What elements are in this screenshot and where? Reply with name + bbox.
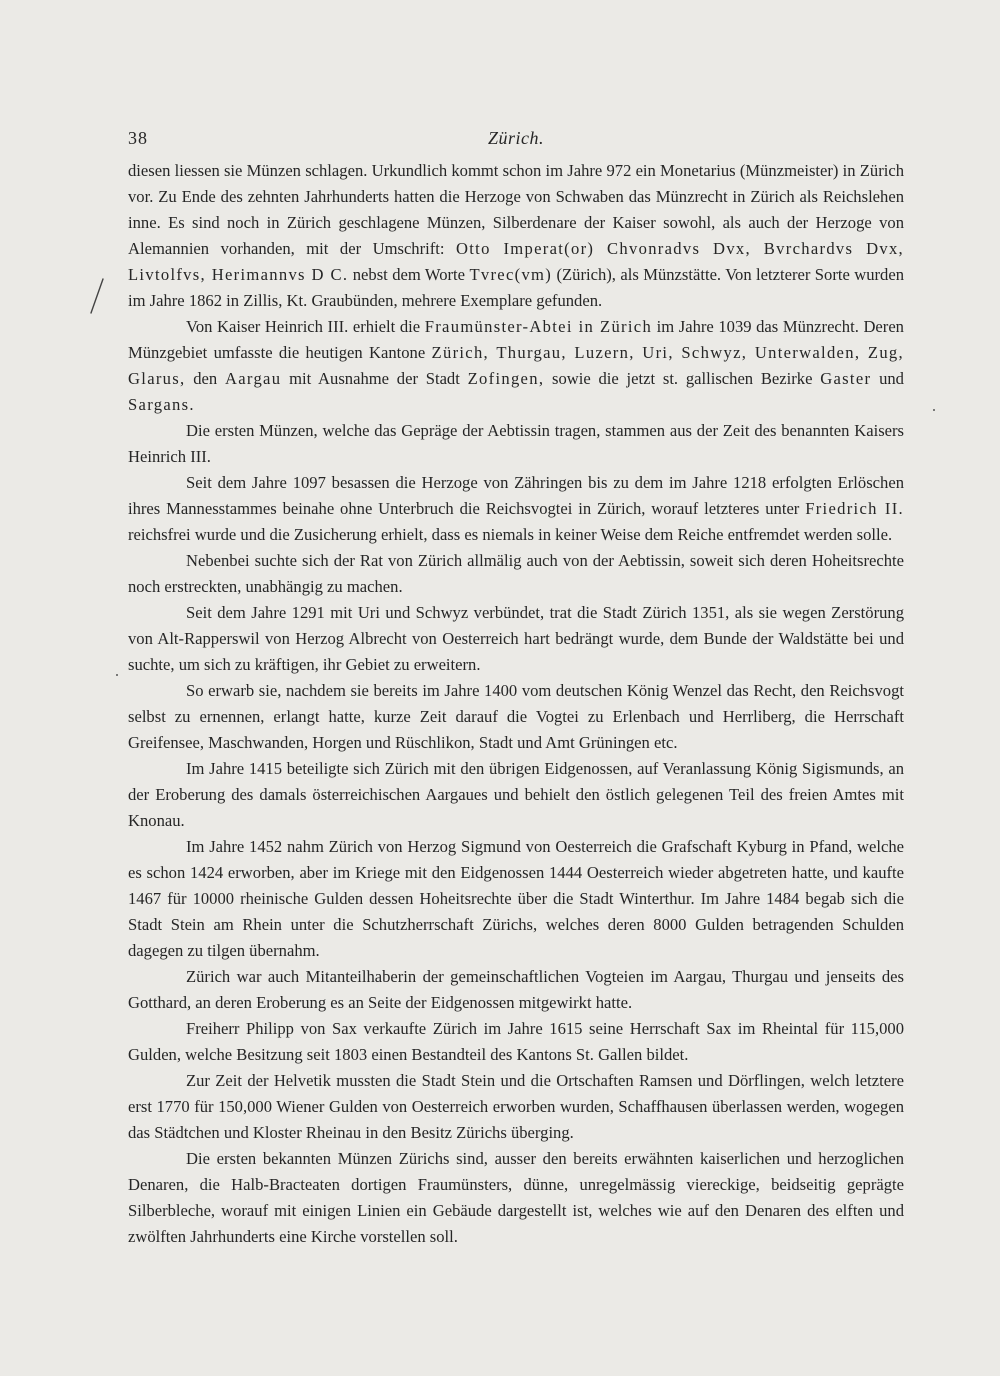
text-run: diesen liessen sie Münzen schlagen. Urkundlich kommt schon im Jahre 972 ein Monetarius (Münzmeister) in Zürich vor. Zu Ende des zehnten Jahrhunderts hatten die Herzoge von Schwaben das Münzrecht in Zürich als Reichslehen inne. Es sind noch in Zürich geschlagene Münzen, Silberdenare der Kaiser sowohl, als auch der Herzoge von Alemannien vorhanden, mit der Umschrift: [128,161,904,258]
print-speck [933,409,935,411]
paragraph [128,158,904,314]
spaced-text: Otto Imperat(or) Chvonradvs Dvx, Bvrchardvs Dvx, Livtolfvs, Herimannvs D C. [128,239,904,284]
text-run: So erwarb sie, nachdem sie bereits im Jahre 1400 vom deutschen König Wenzel das Recht, den Reichsvogt selbst zu ernennen, erlangt hatte, kurze Zeit darauf die Vogtei zu Erlenbach und Herrliberg, die Herrschaft Greifensee, Maschwanden, Horgen und Rüschlikon, Stadt und Amt Grüningen etc. [128,681,904,752]
paragraph [128,548,904,600]
text-run: Von Kaiser Heinrich III. erhielt die [186,317,425,336]
text-run: Freiherr Philipp von Sax verkaufte Zürich im Jahre 1615 seine Herrschaft Sax im Rheintal für 115,000 Gulden, welche Besitzung seit 1803 einen Bestandteil des Kantons St. Gallen bildet. [128,1019,904,1064]
paragraph [128,1146,904,1250]
text-run: nebst dem Worte [348,265,470,284]
text-run: den [185,369,225,388]
print-speck [116,674,118,676]
paragraph [128,964,904,1016]
spaced-text: Sargans. [128,395,195,414]
text-run: reichsfrei wurde und die Zusicherung erhielt, dass es niemals in keiner Weise dem Reiche entfremdet werden solle. [128,525,893,544]
spaced-text: Tvrec(vm) [469,265,553,284]
running-title: Zürich. [487,128,544,148]
text-run: Die ersten Münzen, welche das Gepräge der Aebtissin tragen, stammen aus der Zeit des benannten Kaisers Heinrich III. [128,421,904,466]
text-run: Seit dem Jahre 1291 mit Uri und Schwyz verbündet, trat die Stadt Zürich 1351, als sie wegen Zerstörung von Alt-Rapperswil von Herzog Albrecht von Oesterreich hart bedrängt wurde, dem Bunde der Waldstätte bei und suchte, um sich zu kräftigen, ihr Gebiet zu erweitern. [128,603,904,674]
spaced-text: Fraumünster-Abtei in Zürich [424,317,653,336]
paragraph [128,470,904,548]
paragraph [128,834,904,964]
spaced-text: Friedrich II. [805,499,904,518]
paragraph [128,678,904,756]
text-run: Im Jahre 1452 nahm Zürich von Herzog Sigmund von Oesterreich die Grafschaft Kyburg in Pfand, welche es schon 1424 erworben, aber im Kriege mit den Eidgenossen 1444 Oesterreich wieder abgetreten hatte, und kaufte 1467 für 10000 rheinische Gulden dessen Hoheitsrechte über die Stadt Winterthur. Im Jahre 1484 begab sich die Stadt Stein am Rhein unter die Schutzherrschaft Zürichs, welches deren 8000 Gulden betragenden Schulden dagegen zu tilgen übernahm. [128,837,904,960]
spaced-text: Gaster [820,369,872,388]
pencil-mark-icon [90,278,104,314]
text-run: (Zürich), als Münzstätte. Von letzterer Sorte wurden im Jahre 1862 in Zillis, Kt. Graubünden, mehrere Exemplare gefunden. [128,265,905,310]
paragraph [128,1016,904,1068]
paragraph [128,756,904,834]
body-text [128,158,904,1250]
spaced-text: Zofingen, [467,369,545,388]
paragraph [128,418,904,470]
spaced-text: Aargau [224,369,282,388]
paragraph [128,1068,904,1146]
spaced-text: Zürich, Thurgau, Luzern, Uri, Schwyz, Unterwalden, Zug, Glarus, [128,343,904,388]
text-run: mit Ausnahme der Stadt [281,369,468,388]
text-run: Zürich war auch Mitanteilhaberin der gemeinschaftlichen Vogteien im Aargau, Thurgau und jenseits des Gotthard, an deren Eroberung es an Seite der Eidgenossen mitgewirkt hatte. [128,967,904,1012]
text-run: und [871,369,904,388]
text-run: sowie die jetzt st. gallischen Bezirke [544,369,821,388]
text-run: Nebenbei suchte sich der Rat von Zürich allmälig auch von der Aebtissin, soweit sich deren Hoheitsrechte noch erstreckten, unabhängig zu machen. [128,551,904,596]
paragraph [128,600,904,678]
text-run: Im Jahre 1415 beteiligte sich Zürich mit den übrigen Eidgenossen, auf Veranlassung König Sigismunds, an der Eroberung des damals österreichischen Aargaues und behielt den östlich gelegenen Teil des freien Amtes mit Knonau. [128,759,904,830]
paragraph [128,314,904,418]
text-run: im Jahre 1039 das Münzrecht. Deren Münzgebiet umfasste die heutigen Kantone [128,317,904,362]
text-run: Seit dem Jahre 1097 besassen die Herzoge von Zähringen bis zu dem im Jahre 1218 erfolgten Erlöschen ihres Mannesstammes beinahe ohne Unterbruch die Reichsvogtei in Zürich, worauf letzteres unter [128,473,904,518]
page-number: 38 [128,128,148,148]
text-run: Die ersten bekannten Münzen Zürichs sind, ausser den bereits erwähnten kaiserlichen und herzoglichen Denaren, die Halb-Bracteaten dortigen Fraumünsters, dünne, unregelmässig viereckige, beidseitig geprägte Silberbleche, worauf mit einigen Linien ein Gebäude dargestellt ist, welches wie auf den Denaren des elften und zwölften Jahrhunderts eine Kirche vorstellen soll. [128,1149,904,1246]
text-run: Zur Zeit der Helvetik mussten die Stadt Stein und die Ortschaften Ramsen und Dörflingen, welch letztere erst 1770 für 150,000 Wiener Gulden von Oesterreich erworben wurden, Schaffhausen überlassen werden, wogegen das Städtchen und Kloster Rheinau in den Besitz Zürichs überging. [128,1071,904,1142]
page-header [128,128,904,154]
